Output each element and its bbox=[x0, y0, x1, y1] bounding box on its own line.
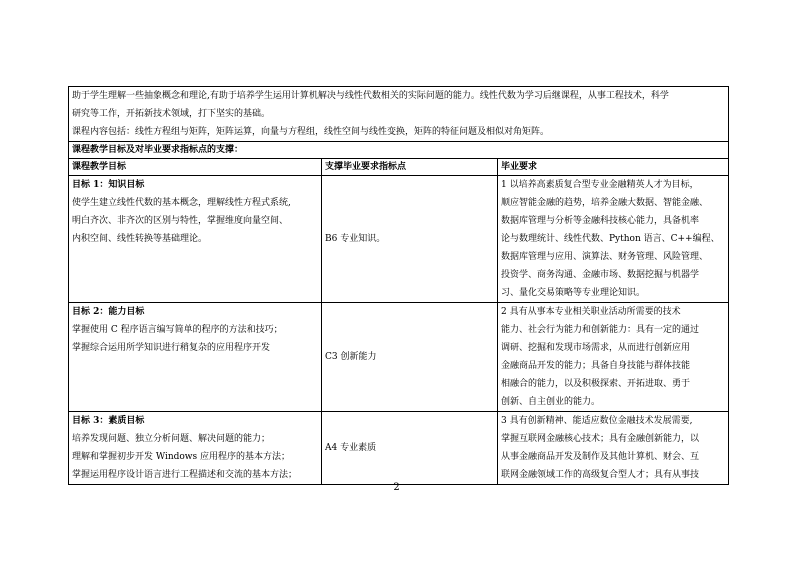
section-title-row bbox=[69, 142, 729, 159]
requirement-text: 数据库管理与分析等金融科技核心能力，具备机率 bbox=[501, 216, 700, 226]
section-title: 课程教学目标及对毕业要求指标点的支撑： bbox=[69, 142, 729, 159]
requirement-text: 习、量化交易策略等专业理论知识。 bbox=[501, 288, 646, 298]
goal-text: 内积空间、线性转换等基础理论。 bbox=[72, 234, 208, 244]
goal-cell bbox=[69, 176, 322, 303]
course-objectives-table bbox=[68, 86, 729, 485]
goal-text: 掌握使用 C 程序语言编写简单的程序的方法和技巧； bbox=[72, 325, 283, 335]
table-row bbox=[69, 303, 729, 412]
requirement-text: 顺应智能金融的趋势，培养金融大数据、智能金融、 bbox=[501, 198, 709, 208]
requirement-text: 调研、挖掘和发现市场需求，从而进行创新应用 bbox=[501, 343, 691, 353]
indicator-cell: A4 专业素质 bbox=[322, 412, 498, 485]
table-row bbox=[69, 412, 729, 485]
goal-text: 掌握综合运用所学知识进行稍复杂的应用程序开发 bbox=[72, 343, 271, 353]
header-goal: 课程教学目标 bbox=[69, 159, 322, 176]
requirement-text: 掌握互联网金融核心技术；具有金融创新能力，以 bbox=[501, 434, 700, 444]
intro-cell bbox=[69, 87, 729, 142]
requirement-text: 投资学、商务沟通、金融市场、数据挖掘与机器学 bbox=[501, 270, 700, 280]
intro-line-1: 助于学生理解一些抽象概念和理论,有助于培养学生运用计算机解决与线性代数相关的实际问题的能力。线性代数为学习后继课程，从事工程技术，科学 bbox=[72, 91, 669, 101]
requirement-text: 数据库管理与应用、演算法、财务管理、风险管理、 bbox=[501, 252, 709, 262]
table-row bbox=[69, 176, 729, 303]
requirement-text: 创新、自主创业的能力。 bbox=[501, 397, 601, 407]
header-row bbox=[69, 159, 729, 176]
goal-text: 理解和掌握初步开发 Windows 应用程序的基本方法； bbox=[72, 452, 290, 462]
goal-title: 目标 2：能力目标 bbox=[72, 307, 145, 317]
requirement-cell bbox=[498, 176, 729, 303]
goal-text: 使学生建立线性代数的基本概念，理解线性方程式系统, bbox=[72, 198, 291, 208]
goal-text: 掌握运用程序设计语言进行工程描述和交流的基本方法； bbox=[72, 470, 298, 480]
requirement-text: 3 具有创新精神、能适应数位金融技术发展需要, bbox=[501, 416, 693, 426]
goal-title: 目标 1：知识目标 bbox=[72, 180, 145, 190]
requirement-text: 联网金融领域工作的高级复合型人才；具有从事技 bbox=[501, 470, 700, 480]
requirement-text: 2 具有从事本专业相关职业活动所需要的技术 bbox=[501, 307, 681, 317]
intro-line-2: 研究等工作，开拓新技术领域，打下坚实的基础。 bbox=[72, 109, 271, 119]
requirement-text: 从事金融商品开发及制作及其他计算机、财会、互 bbox=[501, 452, 700, 462]
intro-row bbox=[69, 87, 729, 142]
requirement-cell bbox=[498, 412, 729, 485]
requirement-text: 1 以培养高素质复合型专业金融精英人才为目标， bbox=[501, 180, 699, 190]
header-requirement: 毕业要求 bbox=[498, 159, 729, 176]
page-number: 2 bbox=[393, 482, 400, 493]
goal-cell bbox=[69, 412, 322, 485]
indicator-cell: B6 专业知识。 bbox=[322, 176, 498, 303]
requirement-text: 论与数理统计、线性代数、Python 语言、C++编程、 bbox=[501, 234, 720, 244]
goal-title: 目标 3：素质目标 bbox=[72, 416, 145, 426]
requirement-text: 能力、社会行为能力和创新能力：具有一定的通过 bbox=[501, 325, 700, 335]
goal-cell bbox=[69, 303, 322, 412]
goal-text: 明白齐次、非齐次的区别与特性，掌握维度向量空间、 bbox=[72, 216, 289, 226]
requirement-cell bbox=[498, 303, 729, 412]
goal-text: 培养发现问题、独立分析问题、解决问题的能力； bbox=[72, 434, 271, 444]
indicator-cell: C3 创新能力 bbox=[322, 303, 498, 412]
course-content-text: 课程内容包括：线性方程组与矩阵，矩阵运算，向量与方程组，线性空间与线性变换，矩阵的特征问题及相似对角矩阵。 bbox=[72, 127, 550, 137]
requirement-text: 相融合的能力，以及积极探索、开拓进取、勇于 bbox=[501, 379, 691, 389]
requirement-text: 金融商品开发的能力；具备自身技能与群体技能 bbox=[501, 361, 691, 371]
header-indicator: 支撑毕业要求指标点 bbox=[322, 159, 498, 176]
